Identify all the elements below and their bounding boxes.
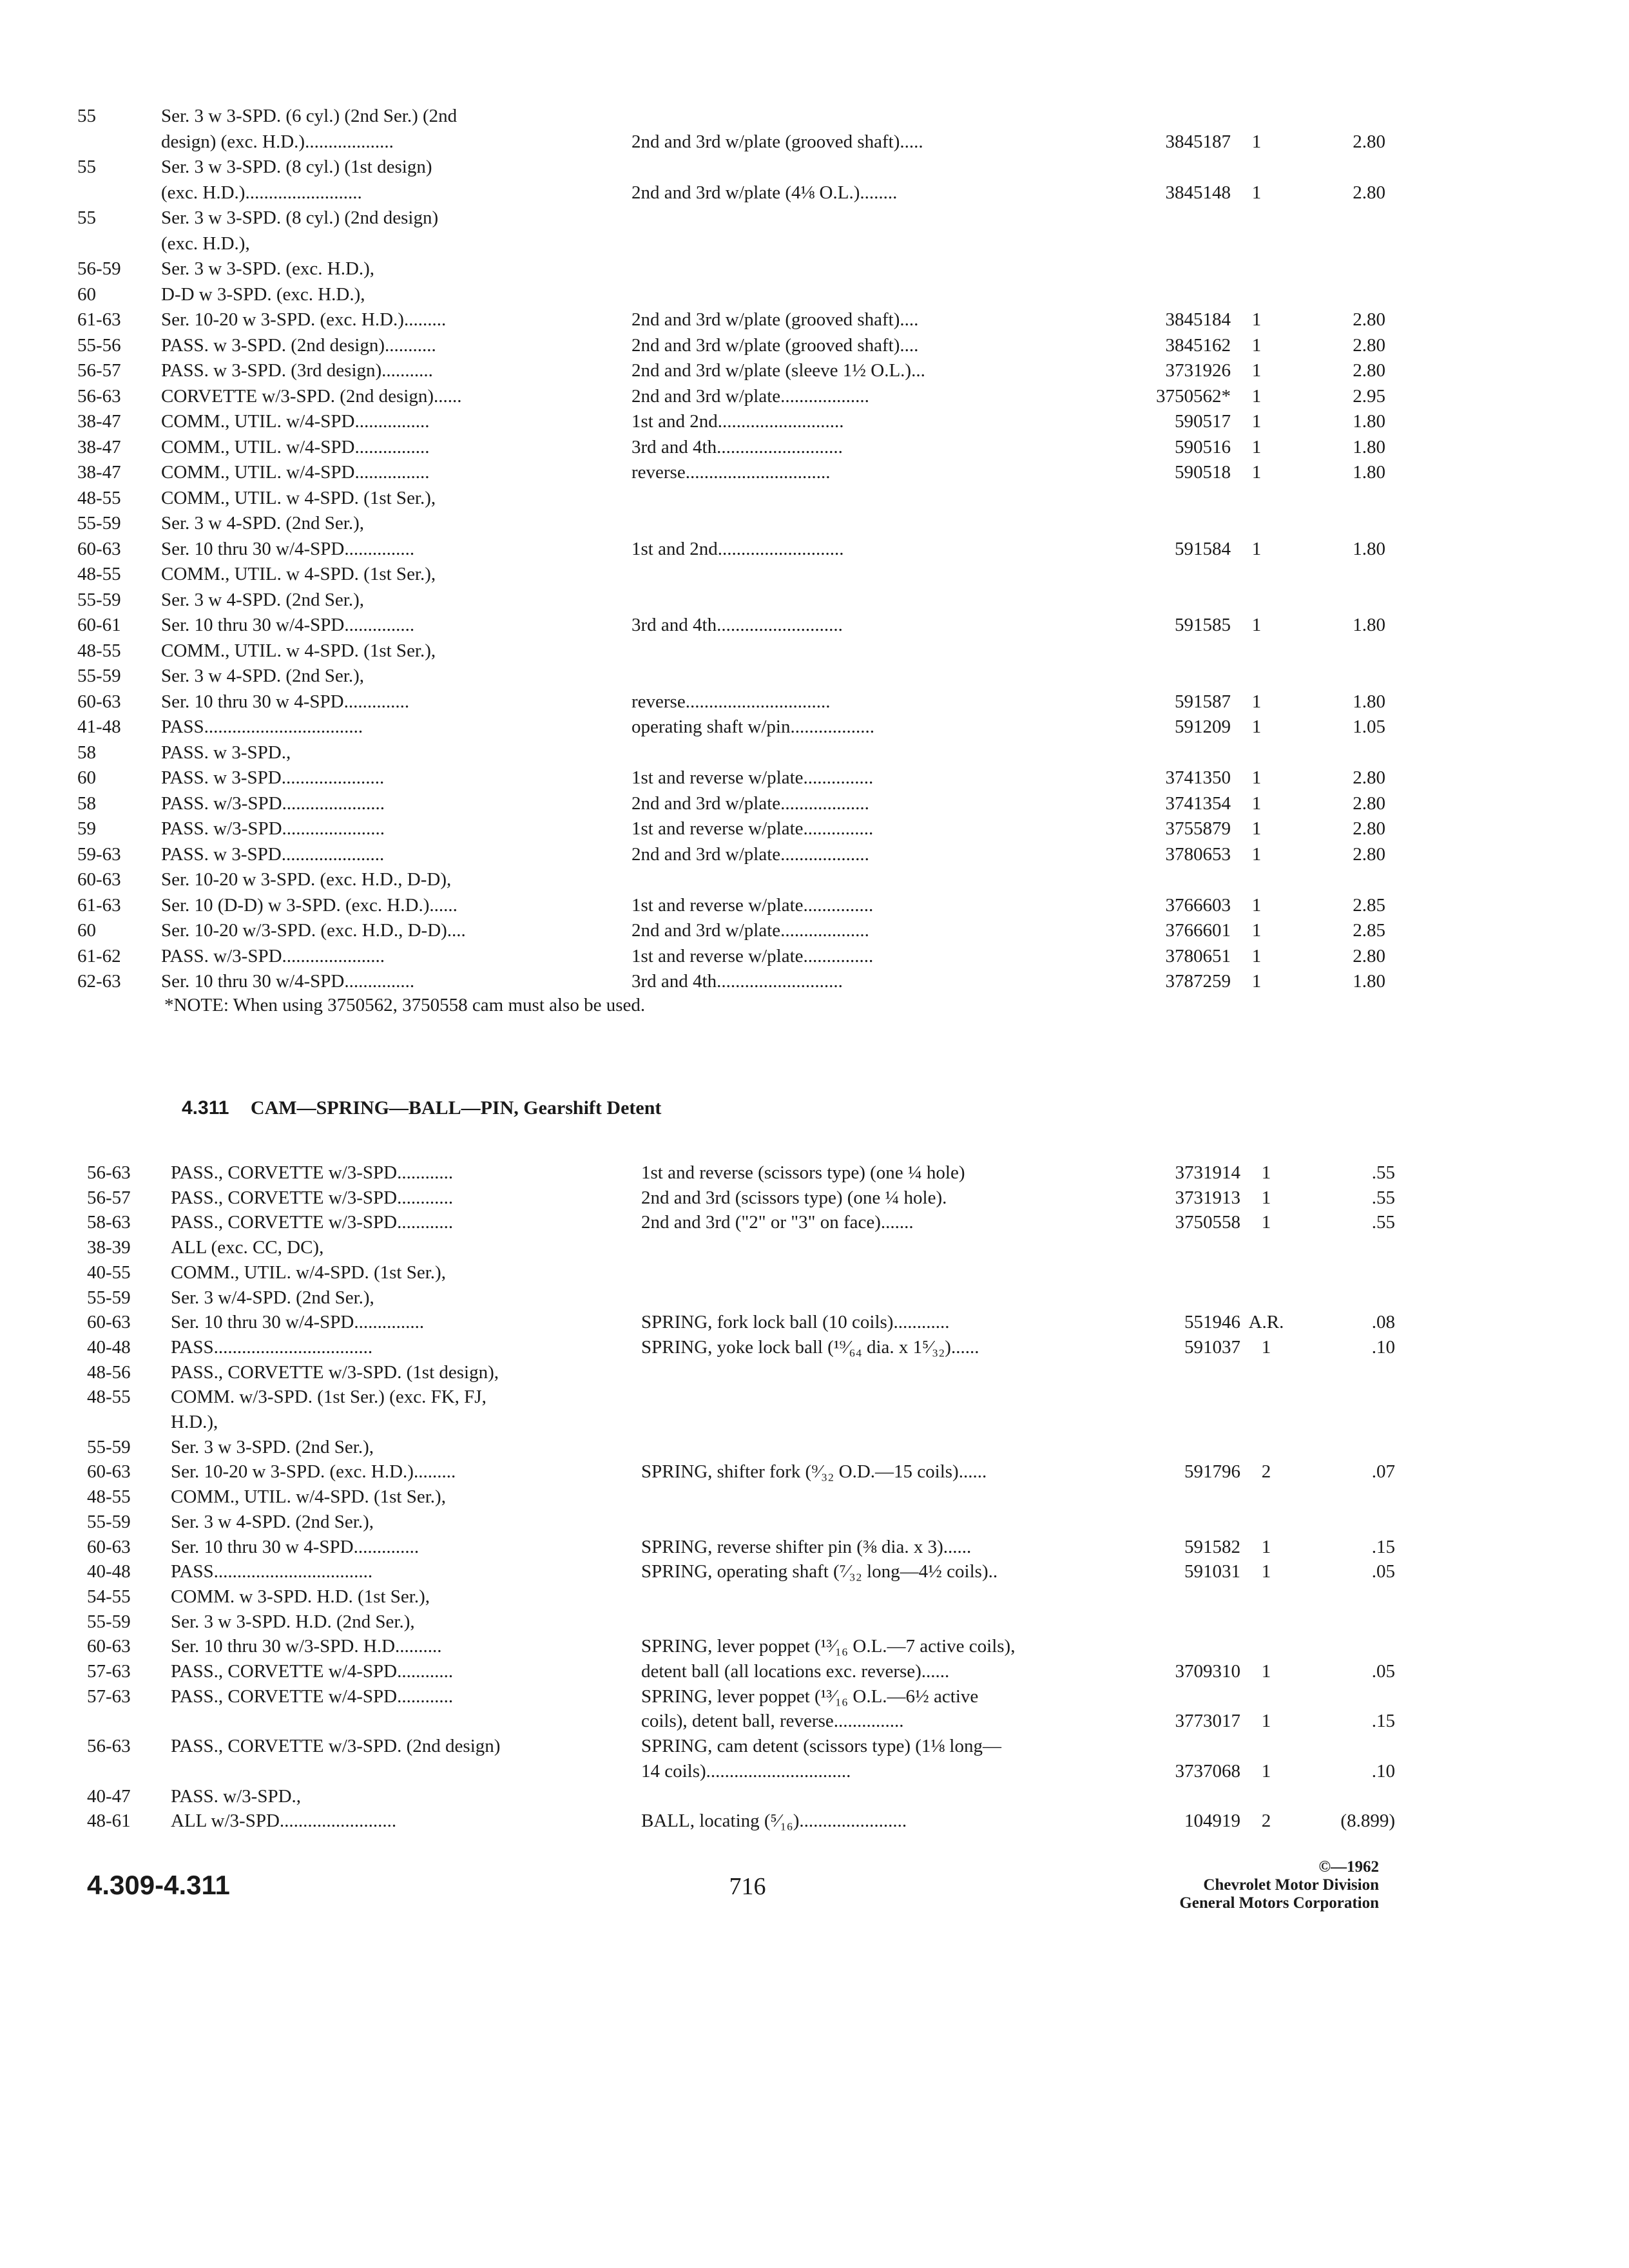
description: 1st and reverse (scissors type) (one ¼ hole) <box>641 1162 965 1183</box>
model-years: 48-55 <box>77 487 121 508</box>
part-number: 551946 <box>1184 1312 1240 1333</box>
model-years: 56-57 <box>77 360 121 381</box>
description: 3rd and 4th........................... <box>631 971 843 992</box>
description: 1st and reverse w/plate............... <box>631 945 874 966</box>
price: (8.899) <box>1340 1811 1395 1832</box>
application: (exc. H.D.)......................... <box>161 182 362 203</box>
quantity: 1 <box>1251 360 1262 381</box>
model-years: 57-63 <box>87 1686 131 1707</box>
model-years: 38-47 <box>77 436 121 457</box>
quantity: 1 <box>1251 691 1262 712</box>
description: 1st and reverse w/plate............... <box>631 894 874 916</box>
part-number: 590516 <box>1175 436 1231 457</box>
price: 2.80 <box>1353 334 1385 356</box>
model-years: 40-48 <box>87 1336 131 1358</box>
copyright: ©—1962 <box>1318 1858 1379 1876</box>
part-number: 590518 <box>1175 462 1231 483</box>
application: COMM., UTIL. w/4-SPD. (1st Ser.), <box>171 1486 446 1508</box>
price: 1.80 <box>1353 462 1385 483</box>
quantity: 1 <box>1261 1536 1271 1557</box>
application: PASS. w 3-SPD., <box>161 742 291 763</box>
application: D-D w 3-SPD. (exc. H.D.), <box>161 284 365 305</box>
model-years: 61-63 <box>77 309 121 330</box>
price: .55 <box>1371 1187 1395 1208</box>
model-years: 56-63 <box>87 1162 131 1183</box>
description: 2nd and 3rd w/plate................... <box>631 843 869 865</box>
quantity: 1 <box>1261 1711 1271 1732</box>
application: COMM. w 3-SPD. H.D. (1st Ser.), <box>171 1586 430 1607</box>
description: reverse............................... <box>631 462 831 483</box>
quantity: 1 <box>1251 818 1262 839</box>
application: PASS. w/3-SPD., <box>171 1785 302 1807</box>
model-years: 55-56 <box>77 334 121 356</box>
price: 1.80 <box>1353 538 1385 559</box>
model-years: 61-63 <box>77 894 121 916</box>
application: COMM., UTIL. w 4-SPD. (1st Ser.), <box>161 487 436 508</box>
price: 2.80 <box>1353 945 1385 966</box>
application: (exc. H.D.), <box>161 233 250 254</box>
part-number: 3766601 <box>1165 920 1231 941</box>
price: 1.80 <box>1353 691 1385 712</box>
description: SPRING, reverse shifter pin (⅜ dia. x 3)...... <box>641 1536 972 1557</box>
model-years: 60-63 <box>87 1312 131 1333</box>
price: .05 <box>1371 1561 1395 1582</box>
model-years: 56-57 <box>87 1187 131 1208</box>
description: detent ball (all locations exc. reverse)...... <box>641 1661 950 1682</box>
model-years: 60-63 <box>77 869 121 890</box>
description: 1st and reverse w/plate............... <box>631 818 874 839</box>
model-years: 48-55 <box>87 1486 131 1508</box>
application: Ser. 10 thru 30 w/4-SPD............... <box>171 1312 425 1333</box>
section-number: 4.311 <box>182 1097 229 1119</box>
part-number: 591582 <box>1184 1536 1240 1557</box>
part-number: 591037 <box>1184 1336 1240 1358</box>
application: Ser. 10-20 w 3-SPD. (exc. H.D.)......... <box>161 309 447 330</box>
model-years: 56-63 <box>87 1736 131 1757</box>
model-years: 60 <box>77 920 96 941</box>
model-years: 55-59 <box>87 1436 131 1457</box>
model-years: 40-47 <box>87 1785 131 1807</box>
description: BALL, locating (⁵⁄₁₆)....................... <box>641 1811 907 1832</box>
quantity: 1 <box>1251 971 1262 992</box>
price: 1.80 <box>1353 411 1385 432</box>
quantity: 1 <box>1261 1760 1271 1782</box>
price: .15 <box>1371 1536 1395 1557</box>
price: 2.95 <box>1353 385 1385 407</box>
application: PASS. w/3-SPD...................... <box>161 818 385 839</box>
description: 2nd and 3rd w/plate (grooved shaft).... <box>631 309 919 330</box>
model-years: 38-47 <box>77 411 121 432</box>
description: SPRING, fork lock ball (10 coils)............ <box>641 1312 950 1333</box>
part-number: 3780653 <box>1165 843 1231 865</box>
part-number: 3731914 <box>1175 1162 1240 1183</box>
quantity: 2 <box>1261 1811 1271 1832</box>
application: PASS., CORVETTE w/4-SPD............ <box>171 1686 454 1707</box>
quantity: 1 <box>1251 538 1262 559</box>
price: 1.80 <box>1353 971 1385 992</box>
application: COMM., UTIL. w 4-SPD. (1st Ser.), <box>161 564 436 584</box>
price: .05 <box>1371 1661 1395 1682</box>
section-title: CAM—SPRING—BALL—PIN, Gearshift Detent <box>250 1097 662 1119</box>
price: 2.80 <box>1353 182 1385 203</box>
description: 2nd and 3rd w/plate (4⅛ O.L.)........ <box>631 182 898 203</box>
model-years: 48-55 <box>87 1387 131 1408</box>
price: 2.85 <box>1353 894 1385 916</box>
application: PASS., CORVETTE w/3-SPD............ <box>171 1187 454 1208</box>
model-years: 40-48 <box>87 1561 131 1582</box>
quantity: 1 <box>1251 436 1262 457</box>
application: Ser. 3 w 3-SPD. (exc. H.D.), <box>161 258 375 279</box>
application: COMM., UTIL. w 4-SPD. (1st Ser.), <box>161 640 436 661</box>
description: 2nd and 3rd (scissors type) (one ¼ hole). <box>641 1187 947 1208</box>
quantity: 1 <box>1261 1187 1271 1208</box>
model-years: 59-63 <box>77 843 121 865</box>
quantity: 1 <box>1251 334 1262 356</box>
model-years: 38-47 <box>77 462 121 483</box>
part-number: 591209 <box>1175 716 1231 737</box>
quantity: 1 <box>1261 1561 1271 1582</box>
model-years: 48-61 <box>87 1811 131 1832</box>
application: PASS.................................. <box>171 1561 373 1582</box>
application: PASS.................................. <box>161 716 363 737</box>
application: Ser. 10 thru 30 w 4-SPD.............. <box>171 1536 419 1557</box>
part-number: 3750562* <box>1156 385 1231 407</box>
description: operating shaft w/pin.................. <box>631 716 874 737</box>
upper-parts-table <box>77 103 1392 1018</box>
application: Ser. 3 w 4-SPD. (2nd Ser.), <box>161 666 364 686</box>
description: 14 coils)............................... <box>641 1760 851 1782</box>
model-years: 48-56 <box>87 1361 131 1383</box>
model-years: 48-55 <box>77 564 121 584</box>
lower-parts-table <box>87 1160 1402 1869</box>
application: Ser. 10 (D-D) w 3-SPD. (exc. H.D.)...... <box>161 894 458 916</box>
corporation-name: General Motors Corporation <box>1179 1894 1379 1912</box>
quantity: 1 <box>1251 894 1262 916</box>
price: 2.80 <box>1353 767 1385 788</box>
application: Ser. 3 w 3-SPD. (6 cyl.) (2nd Ser.) (2nd <box>161 106 458 126</box>
part-number: 3845148 <box>1165 182 1231 203</box>
application: CORVETTE w/3-SPD. (2nd design)...... <box>161 385 462 407</box>
price: .15 <box>1371 1711 1395 1732</box>
price: .08 <box>1371 1312 1395 1333</box>
part-number: 3766603 <box>1165 894 1231 916</box>
application: ALL w/3-SPD......................... <box>171 1811 397 1832</box>
part-number: 590517 <box>1175 411 1231 432</box>
model-years: 48-55 <box>77 640 121 661</box>
description: 1st and reverse w/plate............... <box>631 767 874 788</box>
application: COMM. w/3-SPD. (1st Ser.) (exc. FK, FJ, <box>171 1387 487 1408</box>
description: 1st and 2nd........................... <box>631 411 844 432</box>
model-years: 55 <box>77 157 96 177</box>
part-number: 3845162 <box>1165 334 1231 356</box>
description: SPRING, shifter fork (⁹⁄₃₂ O.D.—15 coils)...... <box>641 1461 987 1483</box>
application: Ser. 3 w 3-SPD. (8 cyl.) (2nd design) <box>161 207 439 228</box>
application: Ser. 3 w 3-SPD. H.D. (2nd Ser.), <box>171 1611 415 1632</box>
part-number: 3741350 <box>1165 767 1231 788</box>
quantity: 1 <box>1261 1162 1271 1183</box>
model-years: 38-39 <box>87 1237 131 1258</box>
part-number: 3787259 <box>1165 971 1231 992</box>
part-number: 591587 <box>1175 691 1231 712</box>
part-number: 3741354 <box>1165 793 1231 814</box>
quantity: 1 <box>1251 716 1262 737</box>
application: COMM., UTIL. w/4-SPD................ <box>161 436 430 457</box>
model-years: 56-59 <box>77 258 121 279</box>
application: Ser. 10 thru 30 w/4-SPD............... <box>161 538 415 559</box>
quantity: 1 <box>1251 462 1262 483</box>
model-years: 40-55 <box>87 1262 131 1283</box>
application: COMM., UTIL. w/4-SPD................ <box>161 462 430 483</box>
model-years: 58 <box>77 742 96 763</box>
application: PASS. w 3-SPD. (3rd design)........... <box>161 360 433 381</box>
division-name: Chevrolet Motor Division <box>1203 1876 1379 1894</box>
part-number: 591031 <box>1184 1561 1240 1582</box>
quantity: 1 <box>1251 767 1262 788</box>
application: PASS. w/3-SPD...................... <box>161 793 385 814</box>
model-years: 58 <box>77 793 96 814</box>
part-number: 3750558 <box>1175 1212 1240 1233</box>
model-years: 55-59 <box>87 1287 131 1308</box>
application: Ser. 10 thru 30 w/3-SPD. H.D.......... <box>171 1636 442 1657</box>
model-years: 61-62 <box>77 945 121 966</box>
price: 1.80 <box>1353 615 1385 635</box>
part-number: 3780651 <box>1165 945 1231 966</box>
footnote: *NOTE: When using 3750562, 3750558 cam must also be used. <box>164 995 646 1015</box>
price: 1.80 <box>1353 436 1385 457</box>
application: ALL (exc. CC, DC), <box>171 1237 324 1258</box>
quantity: 1 <box>1251 843 1262 865</box>
description: 2nd and 3rd ("2" or "3" on face)....... <box>641 1212 914 1233</box>
model-years: 55-59 <box>77 513 121 533</box>
part-number: 3755879 <box>1165 818 1231 839</box>
price: 2.80 <box>1353 793 1385 814</box>
description: 2nd and 3rd w/plate (sleeve 1½ O.L.)... <box>631 360 925 381</box>
application: COMM., UTIL. w/4-SPD................ <box>161 411 430 432</box>
model-years: 60-63 <box>77 691 121 712</box>
quantity: 1 <box>1251 182 1262 203</box>
quantity: 1 <box>1261 1212 1271 1233</box>
application: Ser. 3 w 3-SPD. (2nd Ser.), <box>171 1436 374 1457</box>
application: Ser. 10 thru 30 w/4-SPD............... <box>161 615 415 635</box>
application: PASS. w/3-SPD...................... <box>161 945 385 966</box>
model-years: 55-59 <box>77 666 121 686</box>
price: 2.80 <box>1353 360 1385 381</box>
quantity: 1 <box>1251 945 1262 966</box>
application: PASS., CORVETTE w/4-SPD............ <box>171 1661 454 1682</box>
description: 3rd and 4th........................... <box>631 615 843 635</box>
application: PASS., CORVETTE w/3-SPD. (1st design), <box>171 1361 499 1383</box>
application: Ser. 3 w 3-SPD. (8 cyl.) (1st design) <box>161 157 432 177</box>
description: 2nd and 3rd w/plate (grooved shaft).... <box>631 334 919 356</box>
application: Ser. 3 w 4-SPD. (2nd Ser.), <box>161 513 364 533</box>
quantity: 1 <box>1251 411 1262 432</box>
application: Ser. 10-20 w/3-SPD. (exc. H.D., D-D).... <box>161 920 466 941</box>
description: 3rd and 4th........................... <box>631 436 843 457</box>
model-years: 55-59 <box>87 1611 131 1632</box>
quantity: 1 <box>1251 920 1262 941</box>
quantity: 1 <box>1261 1661 1271 1682</box>
description: SPRING, lever poppet (¹³⁄₁₆ O.L.—7 active coils), <box>641 1636 1016 1657</box>
part-number: 591796 <box>1184 1461 1240 1483</box>
model-years: 60 <box>77 767 96 788</box>
price: .10 <box>1371 1336 1395 1358</box>
price: 2.80 <box>1353 843 1385 865</box>
model-years: 60-63 <box>87 1536 131 1557</box>
application: PASS., CORVETTE w/3-SPD. (2nd design) <box>171 1736 501 1757</box>
part-number: 591584 <box>1175 538 1231 559</box>
price: 2.80 <box>1353 131 1385 152</box>
model-years: 58-63 <box>87 1212 131 1233</box>
description: SPRING, operating shaft (⁷⁄₃₂ long—4½ coils).. <box>641 1561 998 1582</box>
model-years: 60-61 <box>77 615 121 635</box>
quantity: 1 <box>1251 309 1262 330</box>
application: PASS.................................. <box>171 1336 373 1358</box>
model-years: 55 <box>77 106 96 126</box>
quantity: 1 <box>1251 615 1262 635</box>
part-number: 104919 <box>1184 1811 1240 1832</box>
part-number: 591585 <box>1175 615 1231 635</box>
description: SPRING, lever poppet (¹³⁄₁₆ O.L.—6½ active <box>641 1686 979 1707</box>
description: 2nd and 3rd w/plate (grooved shaft)..... <box>631 131 923 152</box>
application: Ser. 3 w/4-SPD. (2nd Ser.), <box>171 1287 374 1308</box>
description: SPRING, cam detent (scissors type) (1⅛ long— <box>641 1736 1001 1757</box>
section-heading <box>182 1095 661 1121</box>
model-years: 60-63 <box>87 1461 131 1483</box>
model-years: 60-63 <box>77 538 121 559</box>
application: COMM., UTIL. w/4-SPD. (1st Ser.), <box>171 1262 446 1283</box>
application: PASS. w 3-SPD...................... <box>161 843 385 865</box>
description: SPRING, yoke lock ball (¹⁹⁄₆₄ dia. x 1⁵⁄₃₂)...... <box>641 1336 979 1358</box>
model-years: 60-63 <box>87 1636 131 1657</box>
model-years: 55-59 <box>77 589 121 610</box>
quantity: 2 <box>1261 1461 1271 1483</box>
application: H.D.), <box>171 1412 218 1432</box>
application: design) (exc. H.D.)................... <box>161 131 394 152</box>
price: 1.05 <box>1353 716 1385 737</box>
application: Ser. 10-20 w 3-SPD. (exc. H.D.)......... <box>171 1461 456 1483</box>
part-number: 3845187 <box>1165 131 1231 152</box>
price: 2.80 <box>1353 309 1385 330</box>
price: 2.80 <box>1353 818 1385 839</box>
part-number: 3773017 <box>1175 1711 1240 1732</box>
publisher-block <box>1070 1858 1379 1912</box>
description: reverse............................... <box>631 691 831 712</box>
model-years: 62-63 <box>77 971 121 992</box>
application: Ser. 10-20 w 3-SPD. (exc. H.D., D-D), <box>161 869 452 890</box>
model-years: 41-48 <box>77 716 121 737</box>
application: Ser. 3 w 4-SPD. (2nd Ser.), <box>161 589 364 610</box>
price: .55 <box>1371 1162 1395 1183</box>
quantity: A.R. <box>1248 1312 1284 1333</box>
price: .55 <box>1371 1212 1395 1233</box>
model-years: 60 <box>77 284 96 305</box>
model-years: 55 <box>77 207 96 228</box>
application: PASS. w 3-SPD...................... <box>161 767 385 788</box>
application: Ser. 10 thru 30 w/4-SPD............... <box>161 971 415 992</box>
model-years: 57-63 <box>87 1661 131 1682</box>
section-range: 4.309-4.311 <box>87 1870 230 1900</box>
model-years: 59 <box>77 818 96 839</box>
quantity: 1 <box>1261 1336 1271 1358</box>
quantity: 1 <box>1251 793 1262 814</box>
part-number: 3737068 <box>1175 1760 1240 1782</box>
description: 2nd and 3rd w/plate................... <box>631 385 869 407</box>
description: 1st and 2nd........................... <box>631 538 844 559</box>
application: Ser. 10 thru 30 w 4-SPD.............. <box>161 691 410 712</box>
part-number: 3731926 <box>1165 360 1231 381</box>
price: .10 <box>1371 1760 1395 1782</box>
model-years: 56-63 <box>77 385 121 407</box>
price: .07 <box>1371 1461 1395 1483</box>
application: PASS. w 3-SPD. (2nd design)........... <box>161 334 436 356</box>
part-number: 3845184 <box>1165 309 1231 330</box>
price: 2.85 <box>1353 920 1385 941</box>
application: Ser. 3 w 4-SPD. (2nd Ser.), <box>171 1511 374 1532</box>
part-number: 3709310 <box>1175 1661 1240 1682</box>
model-years: 55-59 <box>87 1511 131 1532</box>
application: PASS., CORVETTE w/3-SPD............ <box>171 1162 454 1183</box>
description: coils), detent ball, reverse............... <box>641 1711 904 1732</box>
description: 2nd and 3rd w/plate................... <box>631 793 869 814</box>
quantity: 1 <box>1251 385 1262 407</box>
application: PASS., CORVETTE w/3-SPD............ <box>171 1212 454 1233</box>
page-number: 716 <box>729 1873 766 1900</box>
model-years: 54-55 <box>87 1586 131 1607</box>
description: 2nd and 3rd w/plate................... <box>631 920 869 941</box>
part-number: 3731913 <box>1175 1187 1240 1208</box>
quantity: 1 <box>1251 131 1262 152</box>
